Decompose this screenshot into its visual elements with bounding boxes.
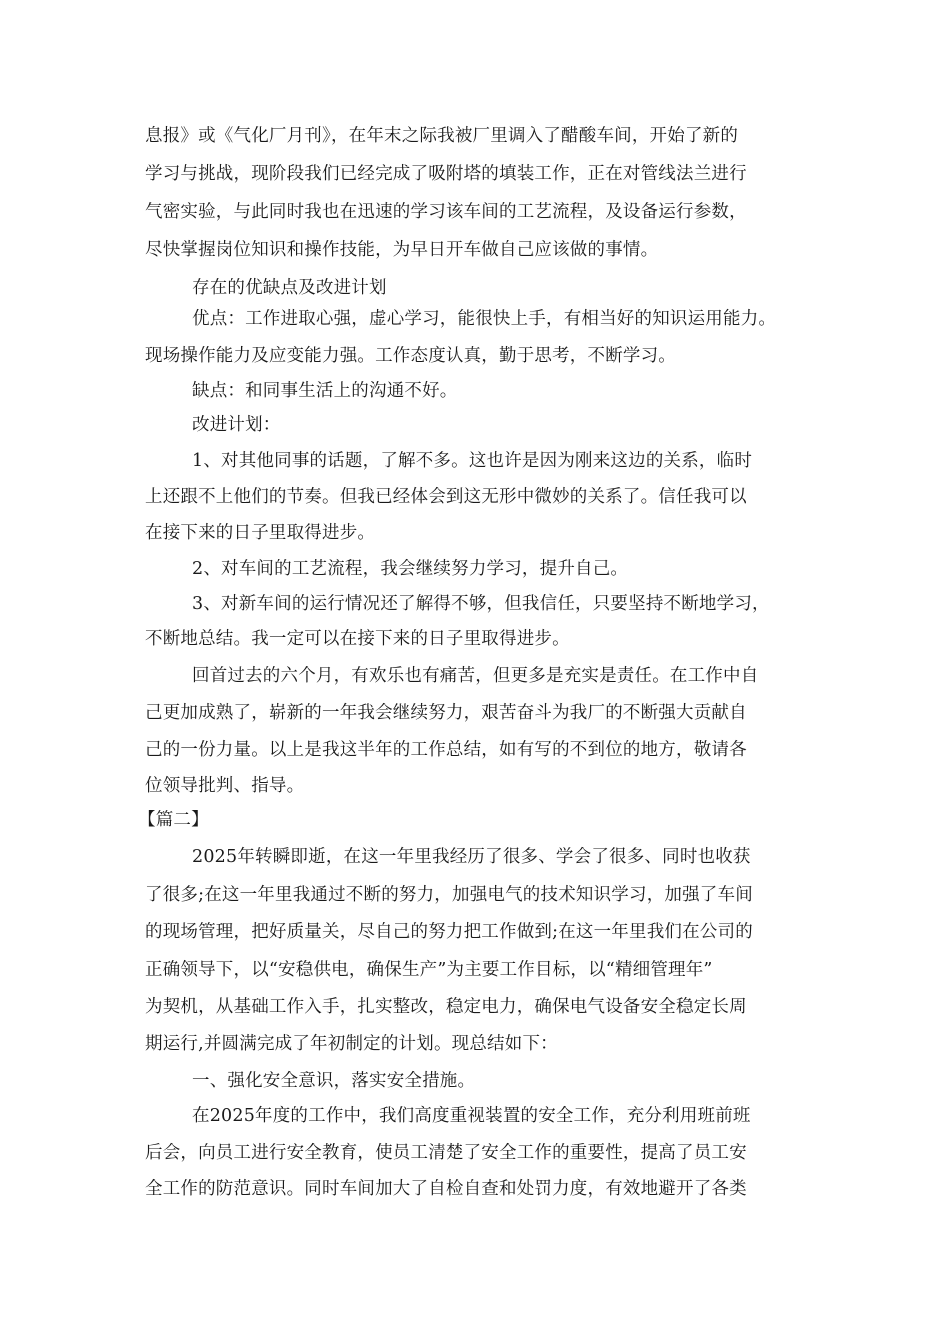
paragraph-line: 改进计划：	[192, 415, 281, 435]
paragraph-line: 为契机，从基础工作入手，扎实整改，稳定电力，确保电气设备安全稳定长周	[145, 997, 747, 1017]
paragraph-line: 学习与挑战，现阶段我们已经完成了吸附塔的填装工作，正在对管线法兰进行	[145, 164, 747, 184]
paragraph-line: 了很多;在这一年里我通过不断的努力，加强电气的技术知识学习，加强了车间	[145, 885, 753, 905]
paragraph-line: 己的一份力量。以上是我这半年的工作总结，如有写的不到位的地方，敬请各	[145, 740, 747, 760]
paragraph-line: 上还跟不上他们的节奏。但我已经体会到这无形中微妙的关系了。信任我可以	[145, 487, 747, 507]
paragraph-line: 尽快掌握岗位知识和操作技能，为早日开车做自己应该做的事情。	[145, 240, 659, 260]
paragraph-line: 在2025年度的工作中，我们高度重视装置的安全工作，充分利用班前班	[192, 1106, 751, 1126]
paragraph-line: 回首过去的六个月，有欢乐也有痛苦，但更多是充实是责任。在工作中自	[192, 666, 759, 686]
paragraph-line: 现场操作能力及应变能力强。工作态度认真，勤于思考，不断学习。	[145, 346, 676, 366]
paragraph-line: 位领导批判、指导。	[145, 776, 305, 796]
paragraph-line: 气密实验，与此同时我也在迅速的学习该车间的工艺流程，及设备运行参数，	[145, 202, 747, 222]
paragraph-line: 3、对新车间的运行情况还了解得不够，但我信任，只要坚持不断地学习，	[192, 594, 770, 614]
paragraph-line: 己更加成熟了，崭新的一年我会继续努力，艰苦奋斗为我厂的不断强大贡献自	[145, 703, 747, 723]
paragraph-line: 后会，向员工进行安全教育，使员工清楚了安全工作的重要性，提高了员工安	[145, 1143, 747, 1163]
paragraph-line: 期运行,并圆满完成了年初制定的计划。现总结如下：	[145, 1034, 558, 1054]
paragraph-line: 正确领导下，以“安稳供电，确保生产”为主要工作目标，以“精细管理年”	[145, 960, 713, 980]
section-heading: 一、强化安全意识，落实安全措施。	[192, 1071, 476, 1091]
paragraph-line: 的现场管理，把好质量关，尽自己的努力把工作做到;在这一年里我们在公司的	[145, 922, 753, 942]
paragraph-line: 在接下来的日子里取得进步。	[145, 523, 376, 543]
paragraph-line: 1、对其他同事的话题，了解不多。这也许是因为刚来这边的关系，临时	[192, 451, 753, 471]
paragraph-line: 2、对车间的工艺流程，我会继续努力学习，提升自己。	[192, 559, 629, 579]
section-heading: 【篇二】	[138, 810, 209, 830]
section-heading: 存在的优缺点及改进计划	[192, 278, 387, 298]
paragraph-line: 缺点：和同事生活上的沟通不好。	[192, 381, 458, 401]
paragraph-line: 全工作的防范意识。同时车间加大了自检自查和处罚力度，有效地避开了各类	[145, 1179, 747, 1199]
paragraph-line: 2025年转瞬即逝，在这一年里我经历了很多、学会了很多、同时也收获	[192, 847, 751, 867]
paragraph-line: 息报》或《气化厂月刊》，在年末之际我被厂里调入了醋酸车间，开始了新的	[145, 126, 739, 146]
paragraph-line: 优点：工作进取心强，虚心学习，能很快上手，有相当好的知识运用能力。	[192, 309, 777, 329]
paragraph-line: 不断地总结。我一定可以在接下来的日子里取得进步。	[145, 629, 570, 649]
